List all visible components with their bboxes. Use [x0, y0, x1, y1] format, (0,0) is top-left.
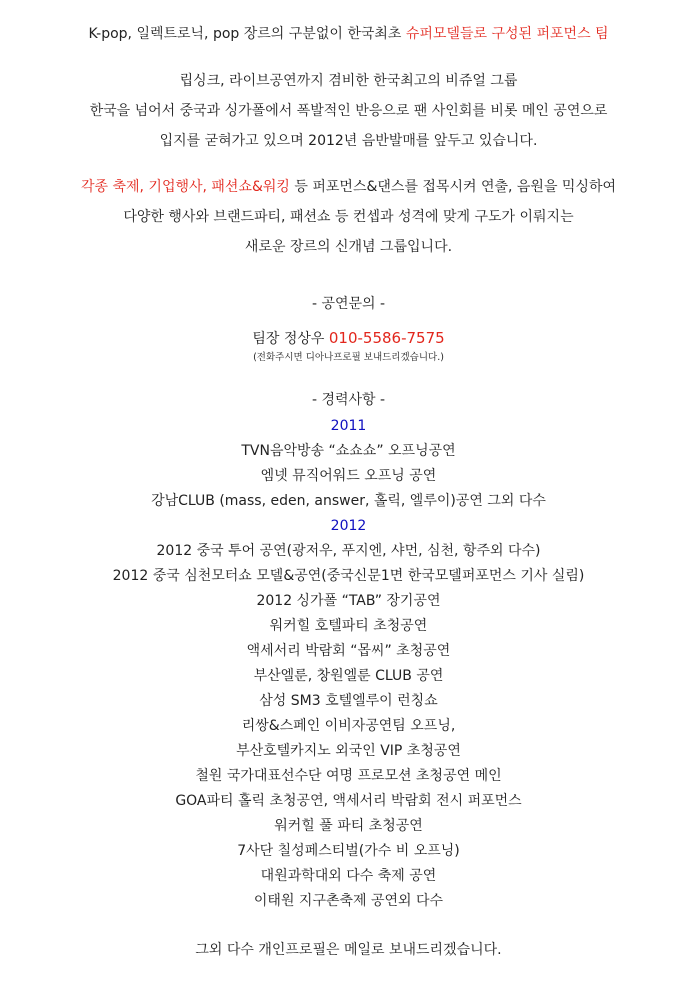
contact-heading: - 공연문의 -: [311, 296, 386, 312]
intro-line-7: 새로운 장르의 신개념 그룹입니다.: [244, 239, 453, 255]
career-item: TVN음악방송 “쇼쇼쇼” 오프닝공연: [241, 443, 456, 459]
contact-note: (전화주시면 디아나프로필 보내드리겠습니다.): [253, 352, 444, 363]
career-item: 부산엘룬, 창원엘룬 CLUB 공연: [253, 668, 444, 684]
intro-line-4: 입지를 굳혀가고 있으며 2012년 음반발매를 앞두고 있습니다.: [159, 133, 538, 149]
intro-line-1-text: K-pop, 일렉트로닉, pop 장르의 구분없이 한국최초: [88, 26, 406, 42]
career-item: 워커힐 풀 파티 초청공연: [274, 818, 423, 834]
intro-line-5-highlight: 각종 축제, 기업행사, 패션쇼&워킹: [80, 179, 290, 195]
career-item: 부산호텔카지노 외국인 VIP 초청공연: [236, 743, 461, 759]
intro-line-5-text: 등 퍼포먼스&댄스를 접목시켜 연출, 음원을 믹싱하여: [289, 179, 617, 195]
contact-name: 팀장 정상우: [252, 331, 329, 347]
career-year-2012: 2012: [330, 518, 367, 534]
career-item: 엠넷 뮤직어워드 오프닝 공연: [260, 468, 437, 484]
career-item: GOA파티 홀릭 초청공연, 액세서리 박람회 전시 퍼포먼스: [175, 793, 522, 809]
intro-line-1-highlight: 슈퍼모델들로 구성된 퍼포먼스 팀: [405, 26, 609, 42]
contact-line: [0, 328, 697, 349]
career-item: 강남CLUB (mass, eden, answer, 홀릭, 엘루이)공연 그외 다수: [151, 493, 546, 509]
career-item: 7사단 칠성페스티벌(가수 비 오프닝): [237, 843, 460, 859]
intro-line-2: 립싱크, 라이브공연까지 겸비한 한국최고의 비쥬얼 그룹: [179, 73, 518, 89]
contact-phone: 010-5586-7575: [328, 329, 445, 347]
footer-note: 그외 다수 개인프로필은 메일로 보내드리겠습니다.: [195, 942, 502, 958]
career-item: 철원 국가대표선수단 여명 프로모션 초청공연 메인: [195, 768, 502, 784]
career-item: 대원과학대외 다수 축제 공연: [260, 868, 437, 884]
career-item: 2012 중국 심천모터쇼 모델&공연(중국신문1면 한국모델퍼포먼스 기사 실림): [112, 568, 585, 584]
intro-line-1: [0, 24, 697, 44]
intro-line-5: [0, 177, 697, 197]
career-item: 리쌍&스페인 이비자공연팀 오프닝,: [241, 718, 456, 734]
intro-line-6: 다양한 행사와 브랜드파티, 패션쇼 등 컨셉과 성격에 맞게 구도가 이뤄지는: [123, 209, 574, 225]
career-item: 이태원 지구촌축제 공연외 다수: [253, 893, 444, 909]
career-item: 액세서리 박람회 “몹씨” 초청공연: [246, 643, 451, 659]
career-item: 워커힐 호텔파티 초청공연: [269, 618, 428, 634]
career-item: 2012 싱가폴 “TAB” 장기공연: [256, 593, 441, 609]
career-year-2011: 2011: [330, 418, 367, 434]
career-heading: - 경력사항 -: [311, 392, 386, 408]
career-item: 2012 중국 투어 공연(광저우, 푸지엔, 샤먼, 심천, 항주외 다수): [156, 543, 541, 559]
intro-line-3: 한국을 넘어서 중국과 싱가폴에서 폭발적인 반응으로 팬 사인회를 비롯 메인 공연으로: [89, 103, 608, 119]
career-item: 삼성 SM3 호텔엘루이 런칭쇼: [259, 693, 438, 709]
